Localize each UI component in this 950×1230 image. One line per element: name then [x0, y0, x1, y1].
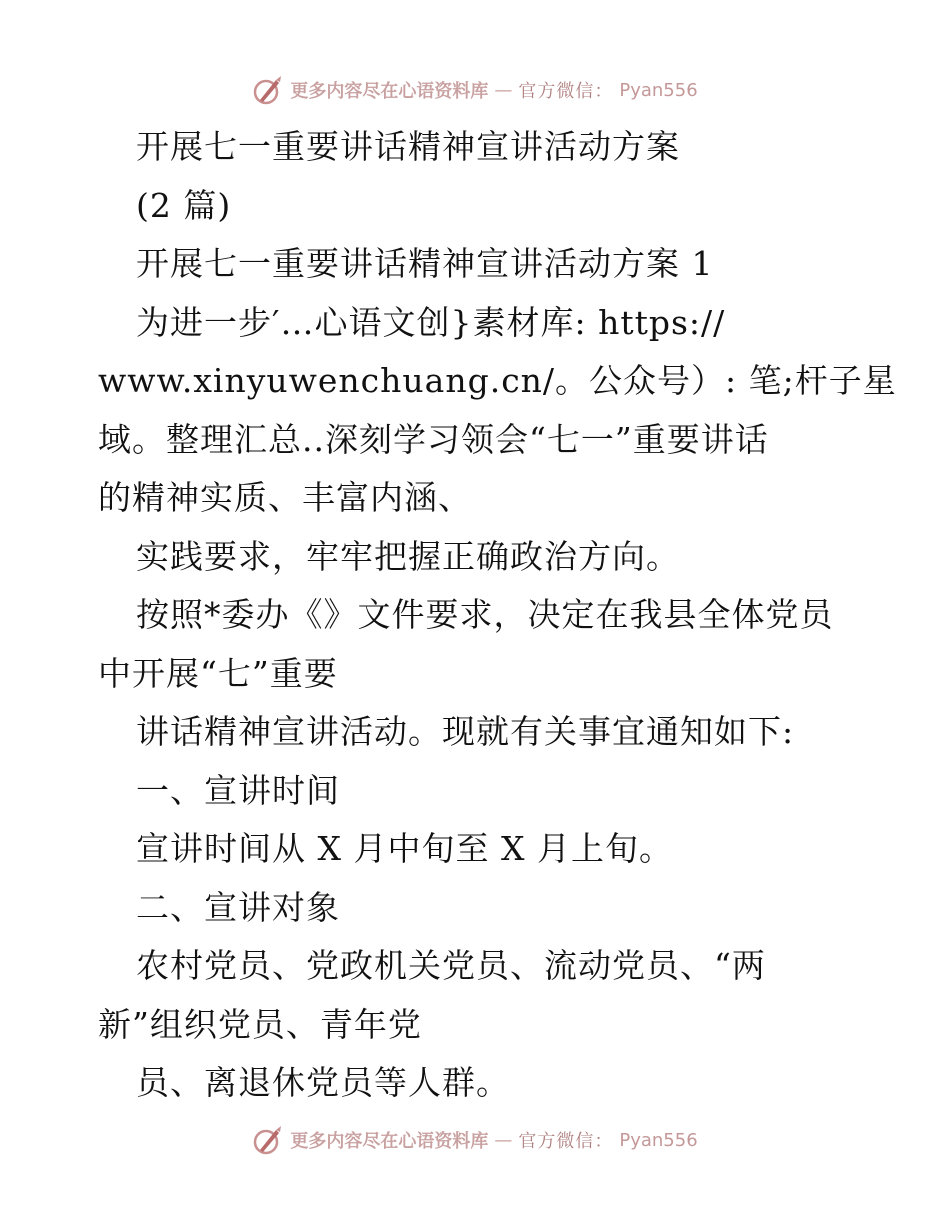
banner-dash: —	[494, 79, 513, 101]
banner-wechat-id: Pyan556	[619, 1129, 698, 1151]
document-subtitle: (2 篇)	[136, 185, 232, 225]
paragraph-line: 宣讲时间从 X 月中旬至 X 月上旬。	[136, 829, 673, 868]
footer-watermark-banner	[0, 1120, 950, 1160]
banner-main-text: 更多内容尽在心语资料库	[290, 1131, 489, 1152]
banner-official-label: 官方微信：	[518, 1131, 614, 1152]
section-heading: 二、宣讲对象	[136, 887, 340, 927]
banner-dash: —	[494, 1129, 513, 1151]
paragraph-line: 按照*委办《》文件要求，决定在我县全体党员	[136, 595, 834, 634]
banner-main-text: 更多内容尽在心语资料库	[290, 81, 489, 102]
paragraph-line: 的精神实质、丰富内涵、	[98, 478, 472, 517]
paragraph-line: 域。整理汇总..深刻学习领会“七一”重要讲话	[98, 419, 769, 459]
paragraph-line: 讲话精神宣讲活动。现就有关事宜通知如下:	[136, 712, 795, 751]
paragraph-line: 实践要求，牢牢把握正确政治方向。	[136, 536, 680, 576]
quill-logo-icon	[252, 74, 284, 106]
paragraph-line: 为进一步′…心语文创}素材库: https://	[136, 302, 726, 342]
document-title: 开展七一重要讲话精神宣讲活动方案	[136, 127, 680, 166]
header-watermark-banner	[0, 70, 950, 110]
paragraph-line: 农村党员、党政机关党员、流动党员、“两	[136, 946, 766, 985]
paragraph-line: www.xinyuwenchuang.cn/。公众号）: 笔;杆子星	[98, 361, 897, 400]
document-body	[98, 118, 897, 1113]
paragraph-line: 员、离退休党员等人群。	[136, 1063, 510, 1102]
paragraph-line: 新”组织党员、青年党	[98, 1004, 422, 1044]
quill-logo-icon	[252, 1124, 284, 1156]
paragraph-line: 中开展“七”重要	[98, 653, 338, 693]
section-heading: 一、宣讲时间	[136, 770, 340, 810]
banner-official-label: 官方微信：	[518, 81, 614, 102]
section-title: 开展七一重要讲话精神宣讲活动方案 1	[136, 244, 714, 283]
banner-wechat-id: Pyan556	[619, 79, 698, 101]
